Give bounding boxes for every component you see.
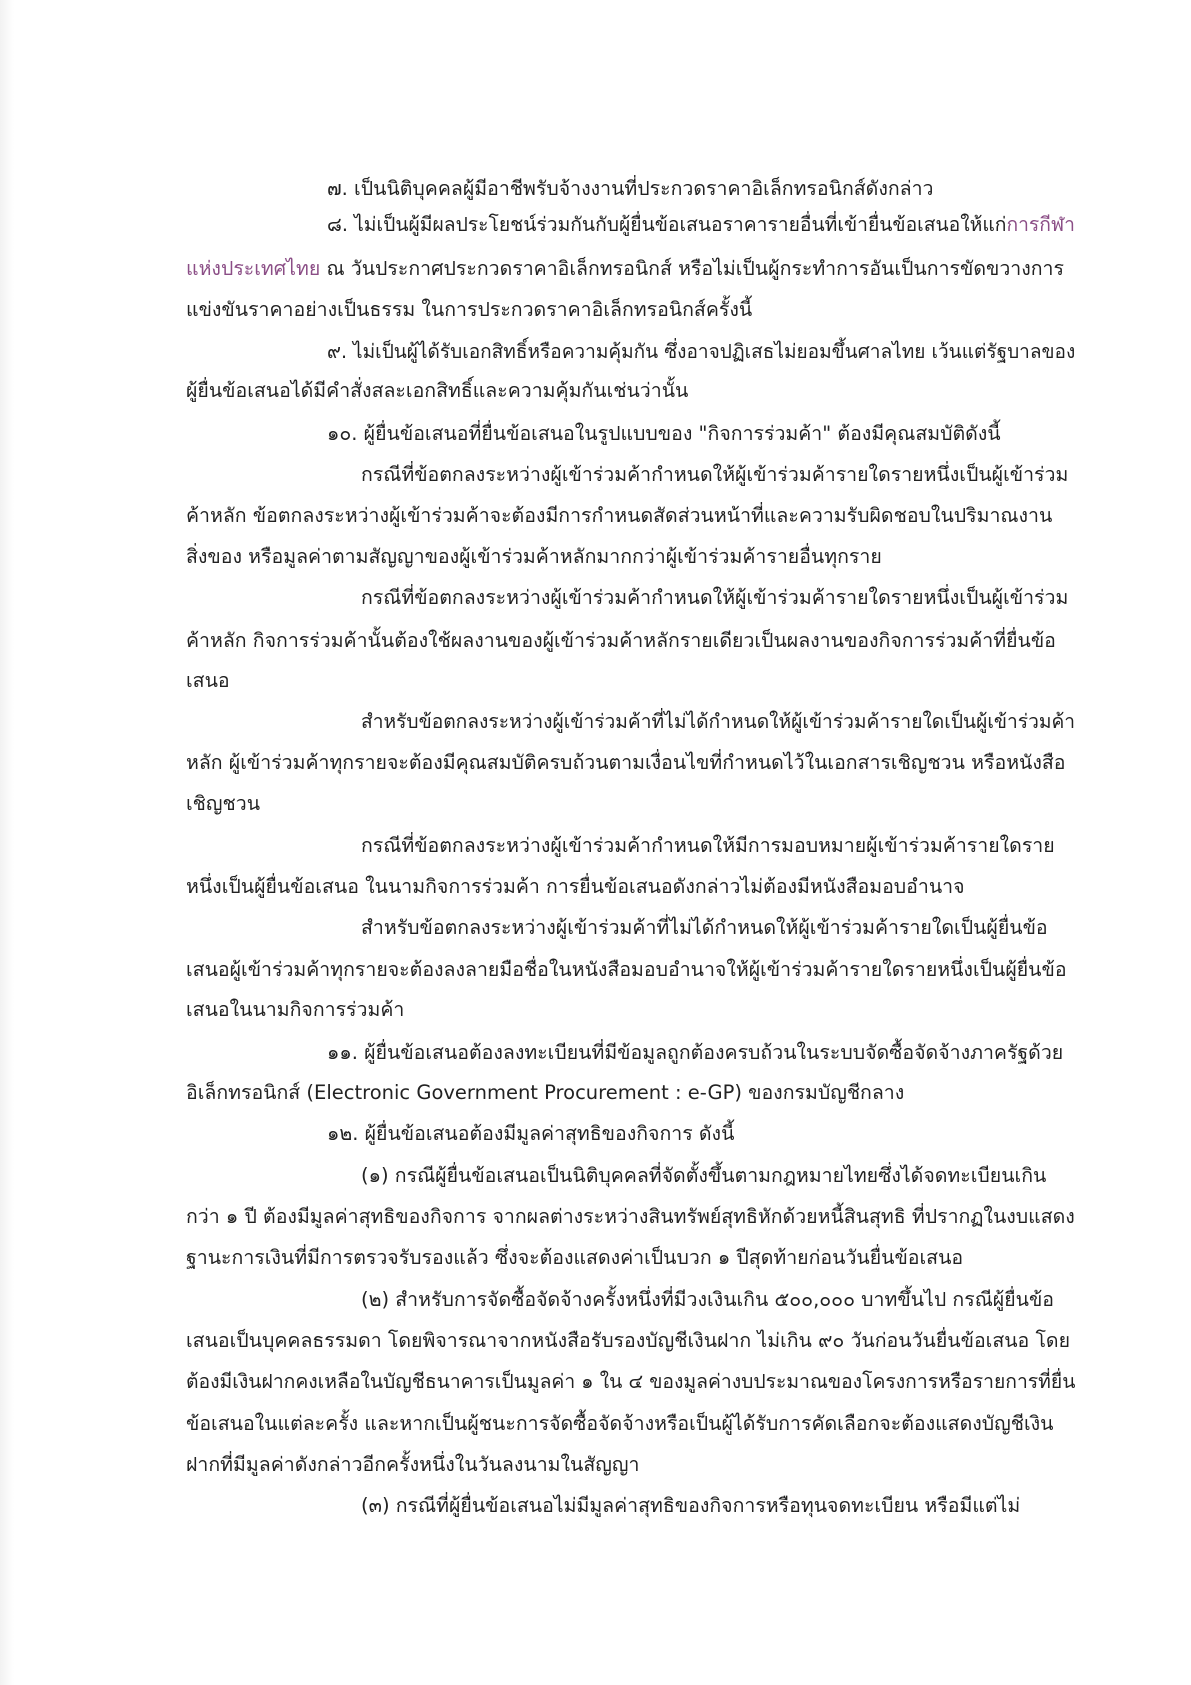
clause-12-2-line-1: (๒) สำหรับการจัดซื้อจัดจ้างครั้งหนึ่งที่มีวงเงินเกิน ๕๐๐,๐๐๐ บาทขึ้นไป กรณีผู้ยื่นข้อ — [361, 1288, 1055, 1311]
clause-12-3-line-1: (๓) กรณีที่ผู้ยื่นข้อเสนอไม่มีมูลค่าสุทธิของกิจการหรือทุนจดทะเบียน หรือมีแต่ไม่ — [361, 1494, 1021, 1517]
clause-10-para-1-line-1: กรณีที่ข้อตกลงระหว่างผู้เข้าร่วมค้ากำหนดให้ผู้เข้าร่วมค้ารายใดรายหนึ่งเป็นผู้เข้าร่วม — [361, 463, 1069, 486]
clause-10-para-2-line-2: ค้าหลัก กิจการร่วมค้านั้นต้องใช้ผลงานของผู้เข้าร่วมค้าหลักรายเดียวเป็นผลงานของกิจการร่วมค้าที่ยื่นข้อ — [186, 629, 1056, 652]
clause-12-1-line-3: ฐานะการเงินที่มีการตรวจรับรองแล้ว ซึ่งจะต้องแสดงค่าเป็นบวก ๑ ปีสุดท้ายก่อนวันยื่นข้อเสนอ — [186, 1246, 964, 1269]
clause-10-para-3-line-1: สำหรับข้อตกลงระหว่างผู้เข้าร่วมค้าที่ไม่ได้กำหนดให้ผู้เข้าร่วมค้ารายใดเป็นผู้เข้าร่วมค้า — [361, 710, 1076, 733]
clause-10-para-2-line-1: กรณีที่ข้อตกลงระหว่างผู้เข้าร่วมค้ากำหนดให้ผู้เข้าร่วมค้ารายใดรายหนึ่งเป็นผู้เข้าร่วม — [361, 586, 1069, 609]
clause-12-2-line-4: ข้อเสนอในแต่ละครั้ง และหากเป็นผู้ชนะการจัดซื้อจัดจ้างหรือเป็นผู้ได้รับการคัดเลือกจะต้องแสดงบัญชีเงิน — [186, 1412, 1054, 1435]
clause-10-para-5-line-1: สำหรับข้อตกลงระหว่างผู้เข้าร่วมค้าที่ไม่ได้กำหนดให้ผู้เข้าร่วมค้ารายใดเป็นผู้ยื่นข้อ — [361, 916, 1048, 939]
clause-10-para-5-line-2: เสนอผู้เข้าร่วมค้าทุกรายจะต้องลงลายมือชื่อในหนังสือมอบอำนาจให้ผู้เข้าร่วมค้ารายใดรายหนึ่งเป็นผู้ยื่นข้อ — [186, 958, 1067, 981]
clause-12-1-line-1: (๑) กรณีผู้ยื่นข้อเสนอเป็นนิติบุคคลที่จัดตั้งขึ้นตามกฎหมายไทยซึ่งได้จดทะเบียนเกิน — [361, 1164, 1047, 1187]
clause-8-text-continued: ณ วันประกาศประกวดราคาอิเล็กทรอนิกส์ หรือไม่เป็นผู้กระทำการอันเป็นการขัดขวางการ — [320, 257, 1064, 280]
clause-12-2-line-2: เสนอเป็นบุคคลธรรมดา โดยพิจารณาจากหนังสือรับรองบัญชีเงินฝาก ไม่เกิน ๙๐ วันก่อนวันยื่นข้อเสนอ โดย — [186, 1329, 1071, 1352]
clause-12-2-line-5: ฝากที่มีมูลค่าดังกล่าวอีกครั้งหนึ่งในวันลงนามในสัญญา — [186, 1453, 640, 1476]
clause-10-para-4-line-2: หนึ่งเป็นผู้ยื่นข้อเสนอ ในนามกิจการร่วมค้า การยื่นข้อเสนอดังกล่าวไม่ต้องมีหนังสือมอบอำนาจ — [186, 875, 965, 898]
clause-9-line-2: ผู้ยื่นข้อเสนอได้มีคำสั่งสละเอกสิทธิ์และความคุ้มกันเช่นว่านั้น — [186, 379, 689, 402]
clause-10-para-5-line-3: เสนอในนามกิจการร่วมค้า — [186, 998, 405, 1021]
clause-8-line-1 — [327, 211, 1075, 241]
clause-10-para-3-line-3: เชิญชวน — [186, 792, 261, 815]
clause-8-line-3: แข่งขันราคาอย่างเป็นธรรม ในการประกวดราคาอิเล็กทรอนิกส์ครั้งนี้ — [186, 298, 753, 321]
clause-12-1-line-2: กว่า ๑ ปี ต้องมีมูลค่าสุทธิของกิจการ จากผลต่างระหว่างสินทรัพย์สุทธิหักด้วยหนี้สินสุทธิ ที่ปรากฏในงบแสดง — [186, 1205, 1075, 1228]
clause-10-para-1-line-2: ค้าหลัก ข้อตกลงระหว่างผู้เข้าร่วมค้าจะต้องมีการกำหนดสัดส่วนหน้าที่และความรับผิดชอบในปริมาณงาน — [186, 504, 1053, 527]
clause-8-text: ๘. ไม่เป็นผู้มีผลประโยชน์ร่วมกันกับผู้ยื่นข้อเสนอราคารายอื่นที่เข้ายื่นข้อเสนอให้แก่ — [327, 213, 1007, 236]
clause-10-para-3-line-2: หลัก ผู้เข้าร่วมค้าทุกรายจะต้องมีคุณสมบัติครบถ้วนตามเงื่อนไขที่กำหนดไว้ในเอกสารเชิญชวน หรือหนังสือ — [186, 751, 1066, 774]
clause-10-para-2-line-3: เสนอ — [186, 669, 230, 692]
clause-10-heading: ๑๐. ผู้ยื่นข้อเสนอที่ยื่นข้อเสนอในรูปแบบของ "กิจการร่วมค้า" ต้องมีคุณสมบัติดังนี้ — [327, 422, 1001, 445]
organization-name-part-2: แห่งประเทศไทย — [186, 257, 321, 280]
scan-edge — [0, 0, 14, 1685]
clause-10-para-1-line-3: สิ่งของ หรือมูลค่าตามสัญญาของผู้เข้าร่วมค้าหลักมากกว่าผู้เข้าร่วมค้ารายอื่นทุกราย — [186, 545, 882, 568]
clause-12-heading: ๑๒. ผู้ยื่นข้อเสนอต้องมีมูลค่าสุทธิของกิจการ ดังนี้ — [327, 1122, 735, 1145]
clause-10-para-4-line-1: กรณีที่ข้อตกลงระหว่างผู้เข้าร่วมค้ากำหนดให้มีการมอบหมายผู้เข้าร่วมค้ารายใดราย — [361, 834, 1055, 857]
clause-9-line-1: ๙. ไม่เป็นผู้ได้รับเอกสิทธิ์หรือความคุ้มกัน ซึ่งอาจปฏิเสธไม่ยอมขึ้นศาลไทย เว้นแต่รัฐบาลของ — [327, 340, 1076, 363]
clause-11-line-1: ๑๑. ผู้ยื่นข้อเสนอต้องลงทะเบียนที่มีข้อมูลถูกต้องครบถ้วนในระบบจัดซื้อจัดจ้างภาครัฐด้วย — [327, 1041, 1064, 1064]
clause-11-line-2: อิเล็กทรอนิกส์ (Electronic Government Procurement : e-GP) ของกรมบัญชีกลาง — [186, 1081, 905, 1104]
clause-12-2-line-3: ต้องมีเงินฝากคงเหลือในบัญชีธนาคารเป็นมูลค่า ๑ ใน ๔ ของมูลค่างบประมาณของโครงการหรือรายการที่ยื่น — [186, 1370, 1076, 1393]
clause-7-line-1: ๗. เป็นนิติบุคคลผู้มีอาชีพรับจ้างงานที่ประกวดราคาอิเล็กทรอนิกส์ดังกล่าว — [327, 177, 934, 200]
organization-name-part-1: การกีฬา — [1006, 213, 1075, 236]
clause-8-line-2 — [186, 255, 1064, 285]
